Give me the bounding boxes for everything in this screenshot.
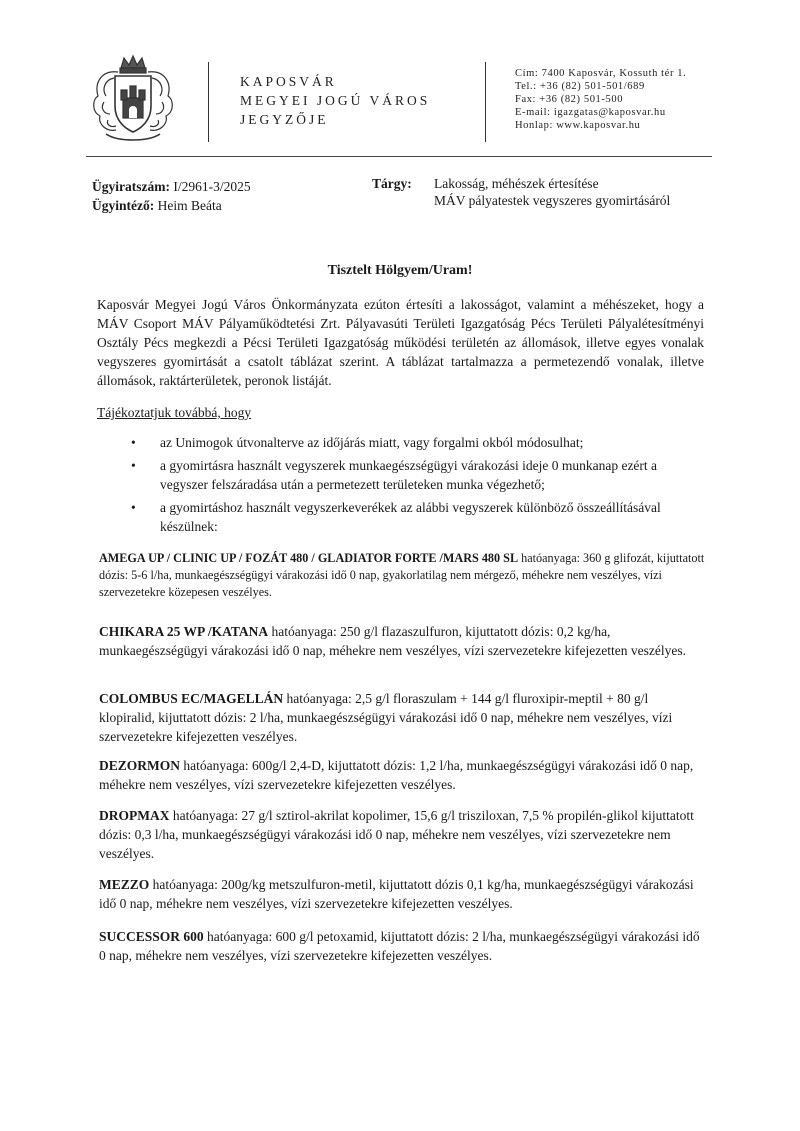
contact-website: Honlap: www.kaposvar.hu: [515, 120, 641, 131]
greeting: Tisztelt Hölgyem/Uram!: [327, 263, 473, 278]
header-divider-right: [485, 62, 486, 142]
bullet-list: [120, 433, 705, 540]
list-item: [120, 456, 705, 494]
office-line-city: KAPOSVÁR: [240, 74, 337, 89]
file-number-value: I/2961-3/2025: [173, 179, 251, 194]
product-description: hatóanyaga: 200g/kg metszulfuron-metil, kijuttatott dózis 0,1 kg/ha, munkaegészségügyi várakozási idő 0 nap, méhekre nem veszélyes, vízi szervezetekre kifejezetten veszélyes.: [99, 877, 694, 911]
product-name: AMEGA UP / CLINIC UP / FOZÁT 480 / GLADIATOR FORTE /MARS 480 SL: [99, 551, 519, 565]
contact-address: Cím: 7400 Kaposvár, Kossuth tér 1.: [515, 68, 687, 79]
product-description: hatóanyaga: 600g/l 2,4-D, kijuttatott dózis: 1,2 l/ha, munkaegészségügyi várakozási idő 0 nap, méhekre nem veszélyes, vízi szervezetekre kifejezetten veszélyes.: [99, 758, 694, 792]
product-name: CHIKARA 25 WP /KATANA: [99, 624, 269, 639]
product-description: hatóanyaga: 600 g/l petoxamid, kijuttatott dózis: 2 l/ha, munkaegészségügyi várakozási idő 0 nap, méhekre nem veszélyes, vízi szervezetekre kifejezetten veszélyes.: [99, 929, 700, 963]
subject-label: Tárgy:: [372, 176, 412, 191]
contact-email: E-mail: igazgatas@kaposvar.hu: [515, 107, 666, 118]
list-item-text: az Unimogok útvonalterve az időjárás miatt, vagy forgalmi okból módosulhat;: [160, 435, 584, 450]
product-entry: [99, 806, 707, 863]
product-entry: [99, 756, 707, 794]
subject-line-1: Lakosság, méhészek értesítése: [434, 176, 599, 191]
contact-fax: Fax: +36 (82) 501-500: [515, 94, 624, 105]
product-name: MEZZO: [99, 877, 150, 892]
product-name: DEZORMON: [99, 758, 180, 773]
product-name: DROPMAX: [99, 808, 170, 823]
product-entry: [99, 550, 707, 601]
list-item-text: a gyomirtásra használt vegyszerek munkaegészségügyi várakozási ideje 0 munkanap ezért a vegyszer felszáradása után a permetezett területeken munka végezhető;: [160, 458, 658, 492]
product-description: hatóanyaga: 27 g/l sztirol-akrilat kopolimer, 15,6 g/l trisziloxan, 7,5 % propilén-glikol kijuttatott dózis: 0,3 l/ha, munkaegészségügyi várakozási idő 0 nap, méhekre nem veszélyes, vízi szervezetekre nem veszélyes.: [99, 808, 694, 861]
intro-paragraph: Kaposvár Megyei Jogú Város Önkormányzata ezúton értesíti a lakosságot, valamint a méhészeket, hogy a MÁV Csoport MÁV Pályaműködtetési Zrt. Pályavasúti Területi Igazgatóság Pécs Területi Pályalétesítményi Osztály Pécs megkezdi a Pécsi Területi Igazgatóság működési területén az állomások, illetve egyes vonalak vegyszeres gyomirtását a csatolt táblázat szerint. A táblázat tartalmazza a permetezendő vonalak, illetve állomások, raktárterületek, peronok listáját.: [97, 297, 704, 388]
office-line-status: MEGYEI JOGÚ VÁROS: [240, 93, 431, 108]
file-number-label: Ügyiratszám:: [92, 179, 170, 194]
office-line-role: JEGYZŐJE: [240, 112, 329, 127]
product-name: SUCCESSOR 600: [99, 929, 204, 944]
file-meta: [92, 177, 251, 215]
product-name: COLOMBUS EC/MAGELLÁN: [99, 691, 284, 706]
bullet-icon: •: [131, 458, 136, 473]
officer-value: Heim Beáta: [157, 198, 222, 213]
coat-of-arms-icon: [88, 52, 178, 144]
list-item: [120, 433, 705, 452]
contact-block: [515, 67, 686, 132]
bullet-icon: •: [131, 500, 136, 515]
subject-text: [434, 175, 670, 209]
office-name: [240, 72, 430, 129]
info-heading: Tájékoztatjuk továbbá, hogy: [97, 405, 252, 420]
product-description: hatóanyaga: 2,5 g/l floraszulam + 144 g/l fluroxipir-meptil + 80 g/l klopiralid, kijuttatott dózis: 2 l/ha, munkaegészségügyi várakozási idő 0 nap, méhekre nem veszélyes, vízi szervezetekre kifejezetten veszélyes.: [99, 691, 673, 744]
product-description: hatóanyaga: 360 g glifozát, kijuttatott dózis: 5-6 l/ha, munkaegészségügyi várakozási idő 0 nap, gyakorlatilag nem mérgező, méhekre nem veszélyes, vízi szervezetekre közepesen veszélyes.: [99, 551, 705, 599]
bullet-icon: •: [131, 435, 136, 450]
list-item-text: a gyomirtáshoz használt vegyszerkeverékek az alábbi vegyszerek különböző összeállításával készülnek:: [160, 500, 661, 534]
list-item: [120, 498, 705, 536]
product-entry: [99, 622, 707, 660]
product-entry: [99, 689, 707, 746]
subject-line-2: MÁV pályatestek vegyszeres gyomirtásáról: [434, 193, 671, 208]
officer-label: Ügyintéző:: [92, 198, 155, 213]
product-entry: [99, 875, 707, 913]
header-rule: [86, 156, 712, 157]
product-description: hatóanyaga: 250 g/l flazaszulfuron, kijuttatott dózis: 0,2 kg/ha, munkaegészségügyi várakozási idő 0 nap, méhekre nem veszélyes, vízi szervezetekre kifejezetten veszélyes.: [99, 624, 686, 658]
contact-phone: Tel.: +36 (82) 501-501/689: [515, 81, 645, 92]
product-entry: [99, 927, 707, 965]
header-divider-left: [208, 62, 209, 142]
